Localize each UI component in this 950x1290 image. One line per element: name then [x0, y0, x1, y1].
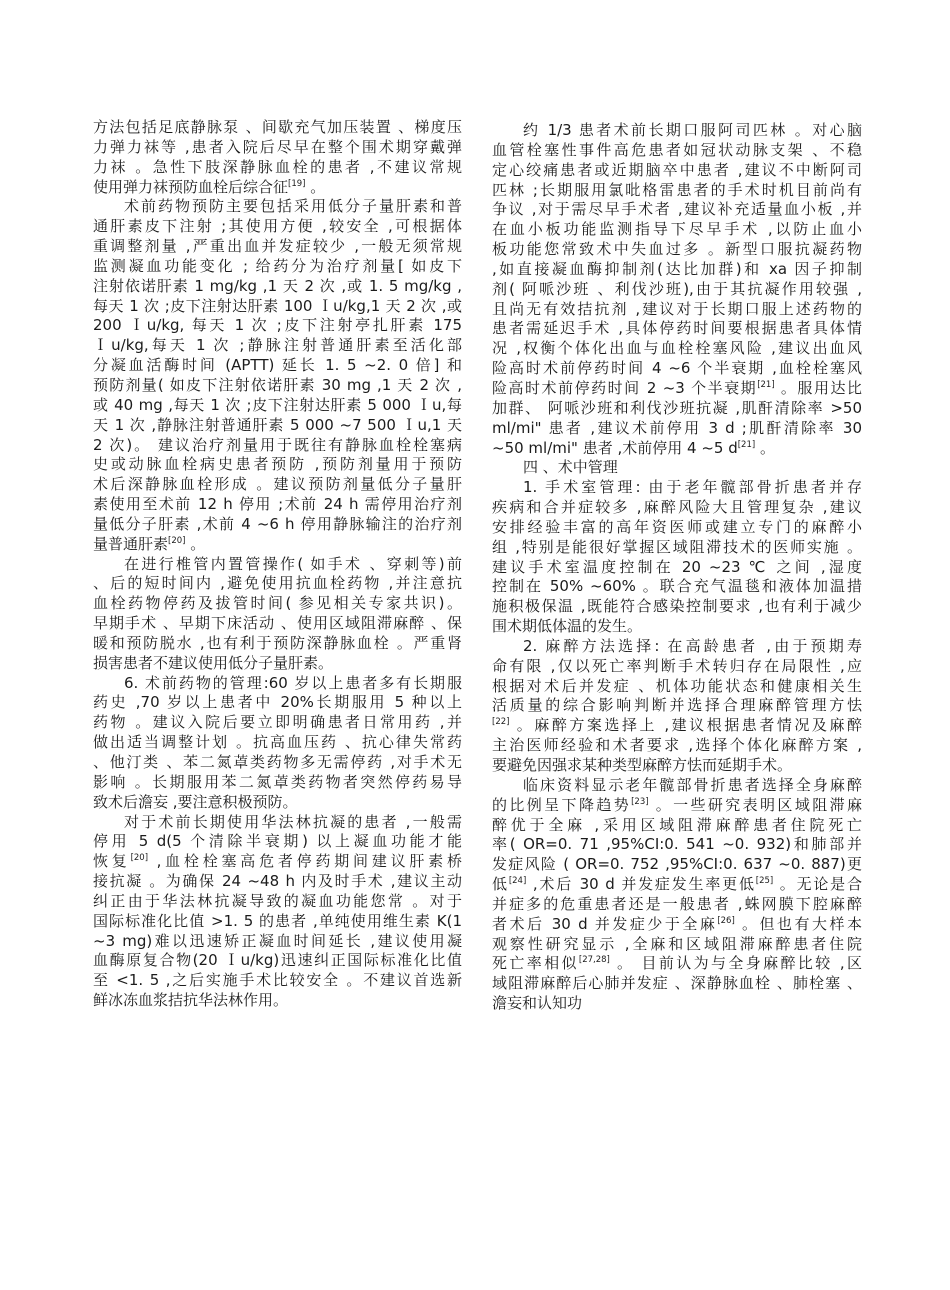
text-line: 史或动脉血栓病史患者预防 ,预防剂量用于预防	[93, 455, 462, 474]
citation-ref: [19]	[288, 178, 306, 189]
text-line: 建议手术室温度控制在 20 ~23 ℃ 之间 ,湿度	[492, 557, 862, 576]
text-line	[492, 875, 862, 895]
text-line: 接抗凝 。为确保 24 ~48 h 内及时手术 ,建议主动	[93, 872, 462, 891]
text-line: 2. 麻醉方法选择: 在高龄患者 ,由于预期寿	[523, 636, 862, 655]
text-run: 死亡率相似	[492, 954, 579, 973]
text-line	[492, 796, 862, 816]
text-run: 。一些研究表明区域阻滞麻	[648, 795, 862, 814]
text-line: 200 Ｉu/kg, 每天 1 次 ;皮下注射亭扎肝素 175	[93, 316, 462, 335]
paragraph	[492, 637, 862, 776]
text-line: 分凝血活酶时间 (APTT) 延长 1. 5 ~2. 0 倍] 和	[93, 356, 462, 375]
text-line: 安排经验丰富的高年资医师或建立专门的麻醉小	[492, 517, 862, 536]
text-line	[492, 716, 862, 736]
citation-ref: [20]	[168, 535, 186, 546]
text-line	[492, 915, 862, 935]
text-line: 至 <1. 5 ,之后实施手术比较安全 。不建议首选新	[93, 971, 462, 990]
citation-ref: [21]	[737, 439, 756, 450]
citation-ref: [26]	[717, 915, 735, 926]
text-line	[93, 852, 462, 872]
text-line: 且尚无有效拮抗剂 ,建议对于长期口服上述药物的	[492, 299, 862, 318]
text-line: 要避免因强求某种类型麻醉方怯而延期手术。	[492, 756, 793, 774]
text-line: 2 次)。 建议治疗剂量用于既往有静脉血栓栓塞病	[93, 435, 462, 454]
text-line: 施积极保温 ,既能符合感染控制要求 ,也有利于减少	[492, 597, 862, 616]
text-line: 观察性研究显示 ,全麻和区域阻滞麻醉患者住院	[492, 934, 862, 953]
text-line: 暖和预防脱水 ,也有利于预防深静脉血栓 。严重肾	[93, 633, 462, 652]
text-line: 根据对术后并发症 、机体功能状态和健康相关生	[492, 676, 862, 695]
citation-ref: [25]	[755, 876, 774, 887]
text-line	[492, 954, 862, 974]
text-run: 。无论是合	[773, 875, 862, 894]
text-line: 每天 1 次 ;皮下注射达肝素 100 Ｉu/kg,1 天 2 次 ,或	[93, 296, 462, 315]
text-line: 预防剂量( 如皮下注射依诺肝素 30 mg ,1 天 2 次 ,	[93, 375, 462, 394]
text-line: 在血小板功能监测指导下尽早手术 ,以防止血小	[492, 220, 862, 239]
text-run: 量普通肝素	[93, 534, 169, 553]
text-run: 。	[305, 177, 326, 196]
citation-ref: [22]	[492, 717, 510, 728]
citation-ref: [23]	[631, 796, 649, 807]
text-line: 做出适当调整计划 。抗高血压药 、抗心律失常药	[93, 733, 462, 752]
text-line: 活质量的综合影响判断并选择合理麻醉管理方怯	[492, 696, 862, 715]
paragraph	[93, 555, 462, 674]
text-line	[93, 178, 462, 198]
text-line: 临床资料显示老年髋部骨折患者选择全身麻醉	[523, 775, 862, 794]
text-line: 停用 5 d(5 个清除半衰期) 以上凝血功能才能	[93, 832, 462, 851]
text-line: 鲜冰冻血浆拮抗华法林作用。	[93, 991, 289, 1010]
paragraph	[492, 478, 862, 637]
text-line: 在进行椎管内置管操作( 如手术 、穿刺等)前	[124, 554, 462, 573]
text-line: 、他汀类 、苯二氮䓬类药物多无需停药 ,对手术无	[93, 753, 462, 771]
text-run: 。服用达比	[774, 378, 862, 397]
text-line: 血管栓塞性事件高危患者如冠状动脉支架 、不稳	[492, 140, 862, 159]
text-line: 素使用至术前 12 h 停用 ;术前 24 h 需停用治疗剂	[93, 495, 462, 514]
text-run: 者术后 30 d 并发症少于全麻	[492, 914, 718, 933]
text-line: 板功能您常致术中失血过多 。新型口服抗凝药物	[492, 240, 862, 259]
text-line: ,如直接凝血酶抑制剂(达比加群)和 xa 因子抑制	[492, 259, 862, 278]
text-line: 影响 。长期服用苯二氮䓬类药物者突然停药易导	[93, 772, 462, 791]
text-line: 术后深静脉血栓形成 。建议预防剂量低分子量肝	[93, 475, 462, 494]
text-line: 疾病和合并症较多 ,麻醉风险大且管理复杂 ,建议	[492, 498, 862, 517]
citation-ref: [27,28]	[578, 955, 610, 966]
text-run: 恢复	[93, 852, 131, 871]
text-line: 或 40 mg ,每天 1 次 ;皮下注射达肝素 5 000 Ｉu,每	[93, 395, 462, 414]
right-column	[492, 121, 862, 1014]
text-line: 并症多的危重患者还是一般患者 ,蛛网膜下腔麻醉	[492, 894, 862, 913]
paragraph	[492, 121, 862, 458]
text-line: 围术期低体温的发生。	[492, 617, 643, 636]
text-line: 血栓药物停药及拔管时间( 参见相关专家共识)。	[93, 594, 462, 613]
text-line: 、后的短时间内 ,避免使用抗血栓药物 ,并注意抗	[93, 574, 462, 593]
text-line: 注射依诺肝素 1 mg/kg ,1 天 2 次 ,或 1. 5 mg/kg ,	[93, 276, 462, 295]
text-line: 术前药物预防主要包括采用低分子量肝素和普	[124, 197, 462, 216]
text-line: ~3 mg)难以迅速矫正凝血时间延长 ,建议使用凝	[93, 931, 462, 950]
text-line: 况 ,权衡个体化出血与血栓栓塞风险 ,建议出血风	[492, 339, 862, 358]
text-line: 1. 手术室管理: 由于老年髋部骨折患者并存	[523, 478, 862, 497]
text-line: 力弹力袜等 ,患者入院后尽早在整个围术期穿戴弹	[93, 137, 462, 156]
text-line: 组 ,特别是能很好掌握区域阻滞技术的医师实施 。	[492, 537, 862, 556]
text-line: 剂( 阿哌沙班 、利伐沙班),由于其抗凝作用较强 ,	[492, 279, 862, 298]
text-line: 争议 ,对于需尽早手术者 ,建议补充适量血小板 ,并	[492, 200, 862, 219]
text-line: 醉优于全麻 ,采用区域阻滞麻醉患者住院死亡	[492, 815, 862, 834]
citation-ref: [24]	[508, 876, 527, 887]
text-line: 监测凝血功能变化 ; 给药分为治疗剂量[ 如皮下	[93, 256, 462, 275]
text-line: 药史 ,70 岁以上患者中 20%长期服用 5 种以上	[93, 693, 462, 712]
text-line: ml/mi" 患者 ,建议术前停用 3 d ;肌酐清除率 30	[492, 418, 862, 437]
text-line: 患者需延迟手术 ,具体停药时间要根据患者具体情	[492, 319, 862, 338]
text-line: 命有限 ,仅以死亡率判断手术转归存在局限性 ,应	[492, 656, 862, 675]
text-line: 早期手术 、早期下床活动 、使用区域阻滞麻醉 、保	[93, 614, 462, 633]
text-line: 发症风险 ( OR=0. 752 ,95%CI:0. 637 ~0. 887)更	[492, 855, 862, 874]
text-line: 险高时术前停药时间 4 ~6 个半衰期 ,血栓栓塞风	[492, 359, 862, 378]
paragraph	[93, 118, 462, 197]
text-run: ,术后 30 d 并发症发生率更低	[526, 875, 756, 894]
text-line: 率( OR=0. 71 ,95%CI:0. 541 ~0. 932)和肺部并	[492, 835, 862, 854]
text-line: 通肝素皮下注射 ;其使用方便 ,较安全 ,可根据体	[93, 217, 462, 236]
text-run: ,血栓栓塞高危者停药期间建议肝素桥	[148, 852, 462, 871]
text-line: 控制在 50% ~60% 。联合充气温毯和液体加温措	[492, 577, 862, 596]
paragraph	[93, 197, 462, 554]
text-line: 澹妄和认知功	[492, 994, 583, 1013]
text-line: Ｉu/kg,每天 1 次 ;静脉注射普通肝素至活化部	[93, 336, 462, 355]
paragraph	[93, 674, 462, 813]
text-line: 量低分子肝素 ,术前 4 ~6 h 停用静脉输注的治疗剂	[93, 514, 462, 533]
text-line: 定心绞痛患者或近期脑卒中患者 ,建议不中断阿司	[492, 160, 862, 179]
text-run: ~50 ml/mi" 患者 ,术前停用 4 ~5 d	[492, 438, 738, 457]
text-run: 。	[755, 438, 775, 457]
text-line: 力袜 。急性下肢深静脉血栓的患者 ,不建议常规	[93, 157, 462, 176]
text-line: 重调整剂量 ,严重出血并发症较少 ,一般无须常规	[93, 237, 462, 256]
text-line: 域阻滞麻醉后心肺并发症 、深静脉血栓 、肺栓塞 、	[492, 974, 862, 993]
text-run: 低	[492, 875, 509, 894]
text-run: 使用弹力袜预防血栓后综合征	[93, 177, 289, 196]
text-line: 天 1 次 ,静脉注射普通肝素 5 000 ~7 500 Ｉu,1 天	[93, 415, 462, 434]
section-heading: 四 、术中管理	[523, 458, 618, 477]
text-run: 。 目前认为与全身麻醉比较 ,区	[609, 954, 862, 973]
text-line: 纠正由于华法林抗凝导致的凝血功能您常 。对于	[93, 891, 462, 910]
text-line: 损害患者不建议使用低分子量肝素。	[93, 653, 334, 672]
paragraph	[492, 776, 862, 1014]
citation-ref: [20]	[130, 853, 149, 864]
text-line: 加群、 阿哌沙班和利伐沙班抗凝 ,肌酐清除率 >50	[492, 398, 862, 417]
text-line: 药物 。建议入院后要立即明确患者日常用药 ,并	[93, 713, 462, 732]
text-line: 致术后澹妄 ,要注意积极预防。	[93, 792, 298, 811]
text-line: 国际标准化比值 >1. 5 的患者 ,单纯使用维生素 K(1	[93, 911, 462, 930]
text-line: 约 1/3 患者术前长期口服阿司匹林 。对心脑	[523, 121, 862, 139]
text-line: 匹林 ;长期服用氯吡格雷患者的手术时机目前尚有	[492, 180, 862, 199]
text-line	[492, 439, 862, 459]
text-line: 对于术前长期使用华法林抗凝的患者 ,一般需	[124, 812, 462, 831]
text-run: 的比例呈下降趋势	[492, 795, 632, 814]
text-run: 。麻醉方案选择上 ,建议根据患者情况及麻醉	[509, 716, 862, 735]
text-line: 方法包括足底静脉泵 、间歇充气加压装置 、梯度压	[93, 118, 462, 136]
paragraph	[93, 813, 462, 1011]
text-line: 血酶原复合物(20 Ｉu/kg)迅速纠正国际标准化比值	[93, 951, 462, 970]
citation-ref: [21]	[757, 379, 775, 390]
text-run: 。	[185, 534, 206, 553]
text-run: 。但也有大样本	[734, 914, 862, 933]
left-column	[93, 118, 462, 1011]
text-line: 主治医师经验和术者要求 ,选择个体化麻醉方案 ,	[492, 736, 862, 755]
text-run: 险高时术前停药时间 2 ~3 个半衰期	[492, 378, 758, 397]
text-line	[93, 535, 462, 555]
text-line: 6. 术前药物的管理:60 岁以上患者多有长期服	[124, 673, 462, 692]
text-line	[492, 379, 862, 399]
